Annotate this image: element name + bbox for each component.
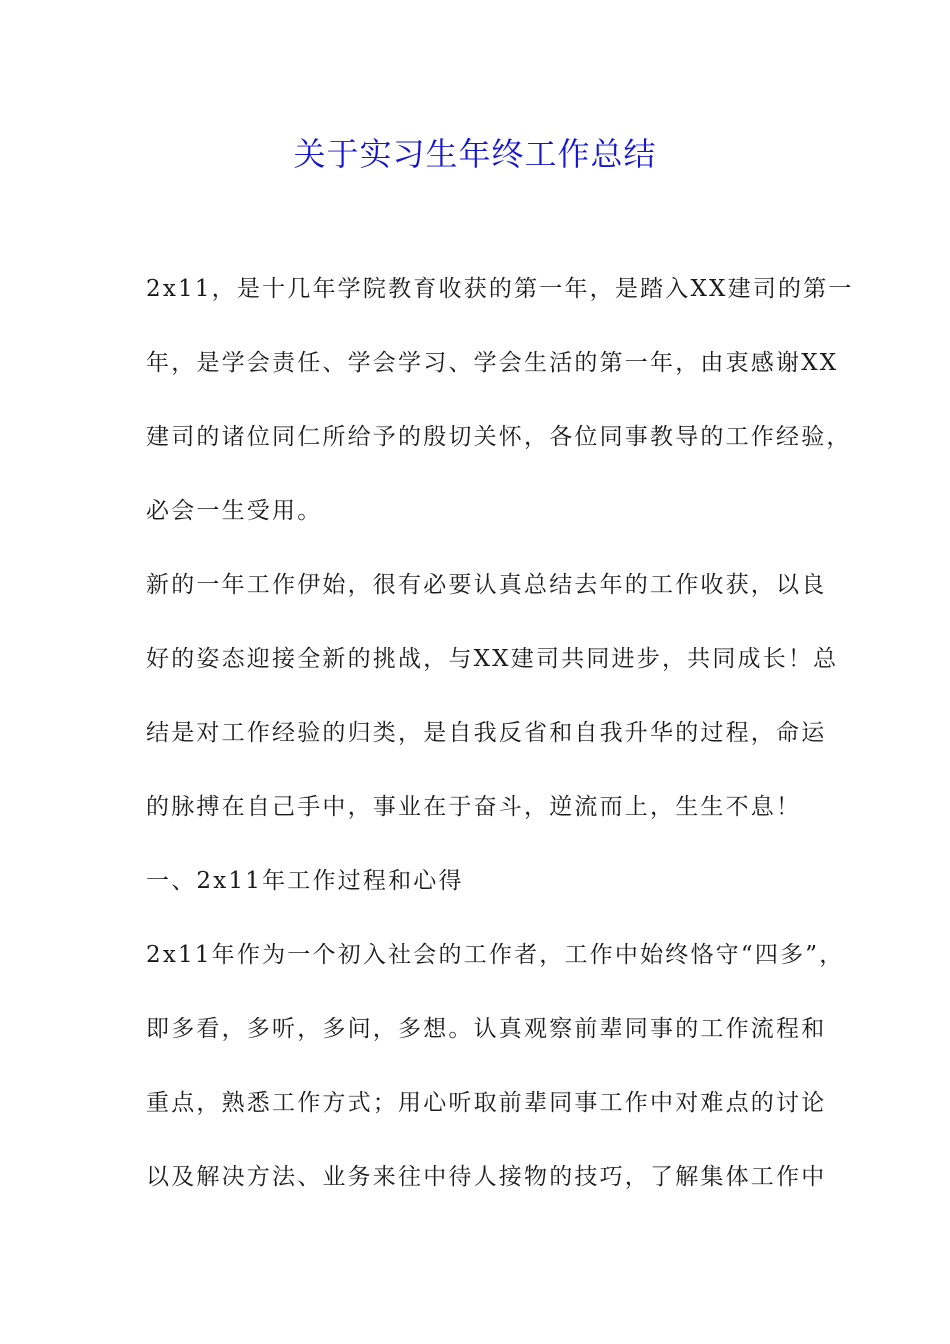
text-line: 必会一生受用。: [146, 498, 323, 524]
document-title: 关于实习生年终工作总结: [293, 135, 657, 173]
text-line: 2x11年作为一个初入社会的工作者，工作中始终恪守“四多”，: [146, 942, 845, 968]
text-line: 的脉搏在自己手中，事业在于奋斗，逆流而上，生生不息！: [146, 794, 802, 820]
text-line: 新的一年工作伊始，很有必要认真总结去年的工作收获，以良: [146, 572, 827, 598]
section-heading: 一、2x11年工作过程和心得: [146, 868, 464, 894]
text-line: 重点，熟悉工作方式；用心听取前辈同事工作中对难点的讨论: [146, 1090, 827, 1116]
text-line: 以及解决方法、业务来往中待人接物的技巧，了解集体工作中: [146, 1164, 827, 1190]
text-line: 即多看，多听，多问，多想。认真观察前辈同事的工作流程和: [146, 1016, 827, 1042]
text-line: 好的姿态迎接全新的挑战，与XX建司共同进步，共同成长！总: [146, 646, 839, 672]
text-line: 结是对工作经验的归类，是自我反省和自我升华的过程，命运: [146, 720, 827, 746]
text-line: 2x11，是十几年学院教育收获的第一年，是踏入XX建司的第一: [146, 276, 854, 302]
text-line: 年，是学会责任、学会学习、学会生活的第一年，由衷感谢XX: [146, 350, 839, 376]
text-line: 建司的诸位同仁所给予的殷切关怀，各位同事教导的工作经验，: [146, 424, 852, 450]
document-body: [146, 263, 854, 1225]
